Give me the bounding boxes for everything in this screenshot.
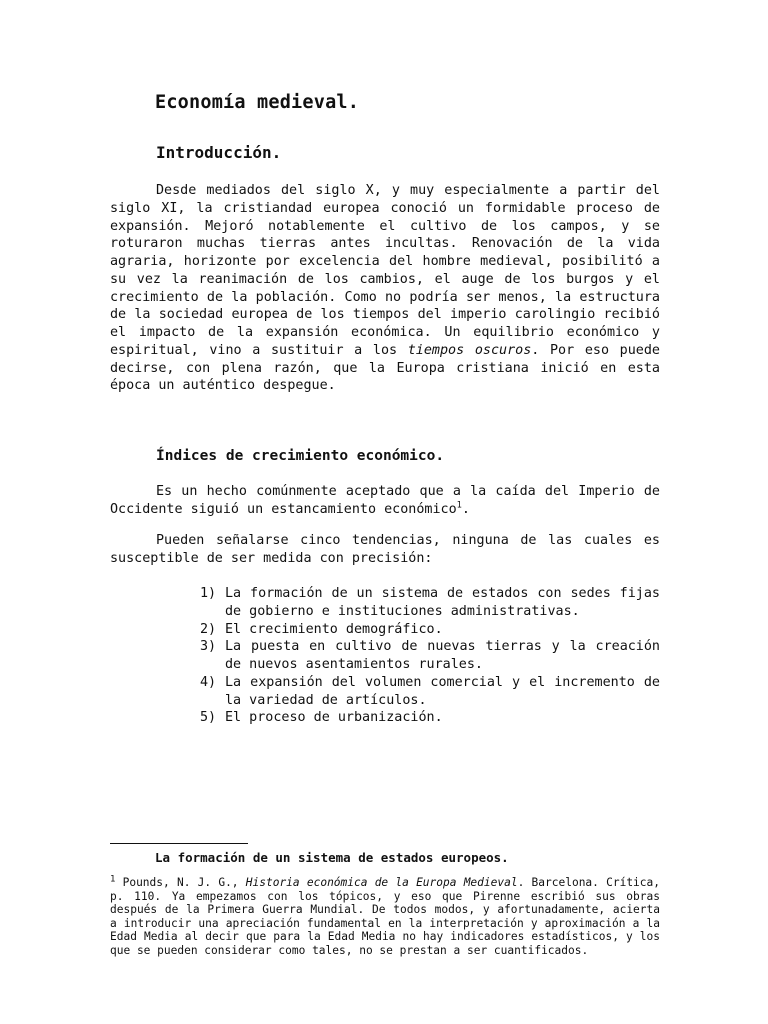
list-item-number: 1) — [200, 586, 217, 601]
section-heading-introduccion: Introducción. — [156, 143, 282, 162]
document-page — [110, 0, 660, 1024]
list-item-number: 4) — [200, 674, 217, 690]
intro-text-2: . Por eso puede decirse, con plena razón, que la Europa cristiana inició en esta época un auténtico despegue. — [110, 342, 660, 394]
footnote-text-1: Pounds, N. J. G., — [115, 876, 246, 889]
intro-paragraph — [110, 182, 660, 395]
list-item-number: 5) — [200, 710, 217, 726]
section-heading-estados: La formación de un sistema de estados europeos. — [155, 850, 509, 865]
list-item-text: La puesta en cultivo de nuevas tierras y la creación de nuevos asentamientos rurales. — [225, 639, 660, 672]
document-title: Economía medieval. — [155, 92, 360, 113]
list-item — [200, 709, 660, 727]
paragraph-tendencias: Pueden señalarse cinco tendencias, ninguna de las cuales es susceptible de ser medida con precisión: — [110, 533, 660, 566]
section-heading-indices: Índices de crecimiento económico. — [156, 448, 445, 464]
list-item-text: El crecimiento demográfico. — [225, 621, 443, 637]
list-item-text: La formación de un sistema de estados con sedes fijas de gobierno e instituciones administrativas. — [225, 586, 660, 619]
list-item-number: 2) — [200, 621, 217, 637]
footnote — [110, 876, 660, 958]
paragraph-2-text: Es un hecho comúnmente aceptado que a la caída del Imperio de Occidente siguió un estancamiento económico — [110, 484, 660, 517]
list-item — [200, 585, 660, 621]
footnote-divider — [110, 843, 248, 844]
footnote-number: 1 — [110, 874, 116, 885]
list-item-number: 3) — [200, 639, 217, 655]
list-item — [200, 621, 660, 639]
intro-italic-phrase: tiempos oscuros — [407, 342, 532, 358]
list-item — [200, 674, 660, 710]
list-item-text: El proceso de urbanización. — [225, 710, 443, 726]
paragraph-estancamiento — [110, 483, 660, 519]
tendencias-list — [200, 585, 660, 727]
footnote-reference[interactable]: 1 — [456, 500, 462, 511]
paragraph-2-end: . — [461, 501, 470, 517]
footnote-text-2: . Barcelona. Crítica, p. 110. Ya empezamos con los tópicos, y eso que Pirenne escribió sus obras después de la Primera Guerra Mundial. De todos modos, y afortunadamente, acierta a introducir una apreciación fundamental en la interpretación y aproximación a la Edad Media al decir que para la Edad Media no hay indicadores estadísticos, y los que se pueden considerar como tales, no se prestan a ser cuantificados. — [110, 876, 660, 957]
list-item-text: La expansión del volumen comercial y el incremento de la variedad de artículos. — [225, 674, 660, 708]
intro-text-1: Desde mediados del siglo X, y muy especialmente a partir del siglo XI, la cristiandad europea conoció un formidable proceso de expansión. Mejoró notablemente el cultivo de los campos, y se roturaron muchas tierras antes incultas. Renovación de la vida agraria, horizonte por excelencia del hombre medieval, posibilitó a su vez la reanimación de los cambios, el auge de los burgos y el crecimiento de la población. Como no podría ser menos, la estructura de la sociedad europea de los tiempos del imperio carolingio recibió el impacto de la expansión económica. Un equilibrio económico y espiritual, vino a sustituir a los — [110, 183, 660, 358]
footnote-book-title: Historia económica de la Europa Medieval — [245, 876, 518, 889]
list-item — [200, 638, 660, 674]
